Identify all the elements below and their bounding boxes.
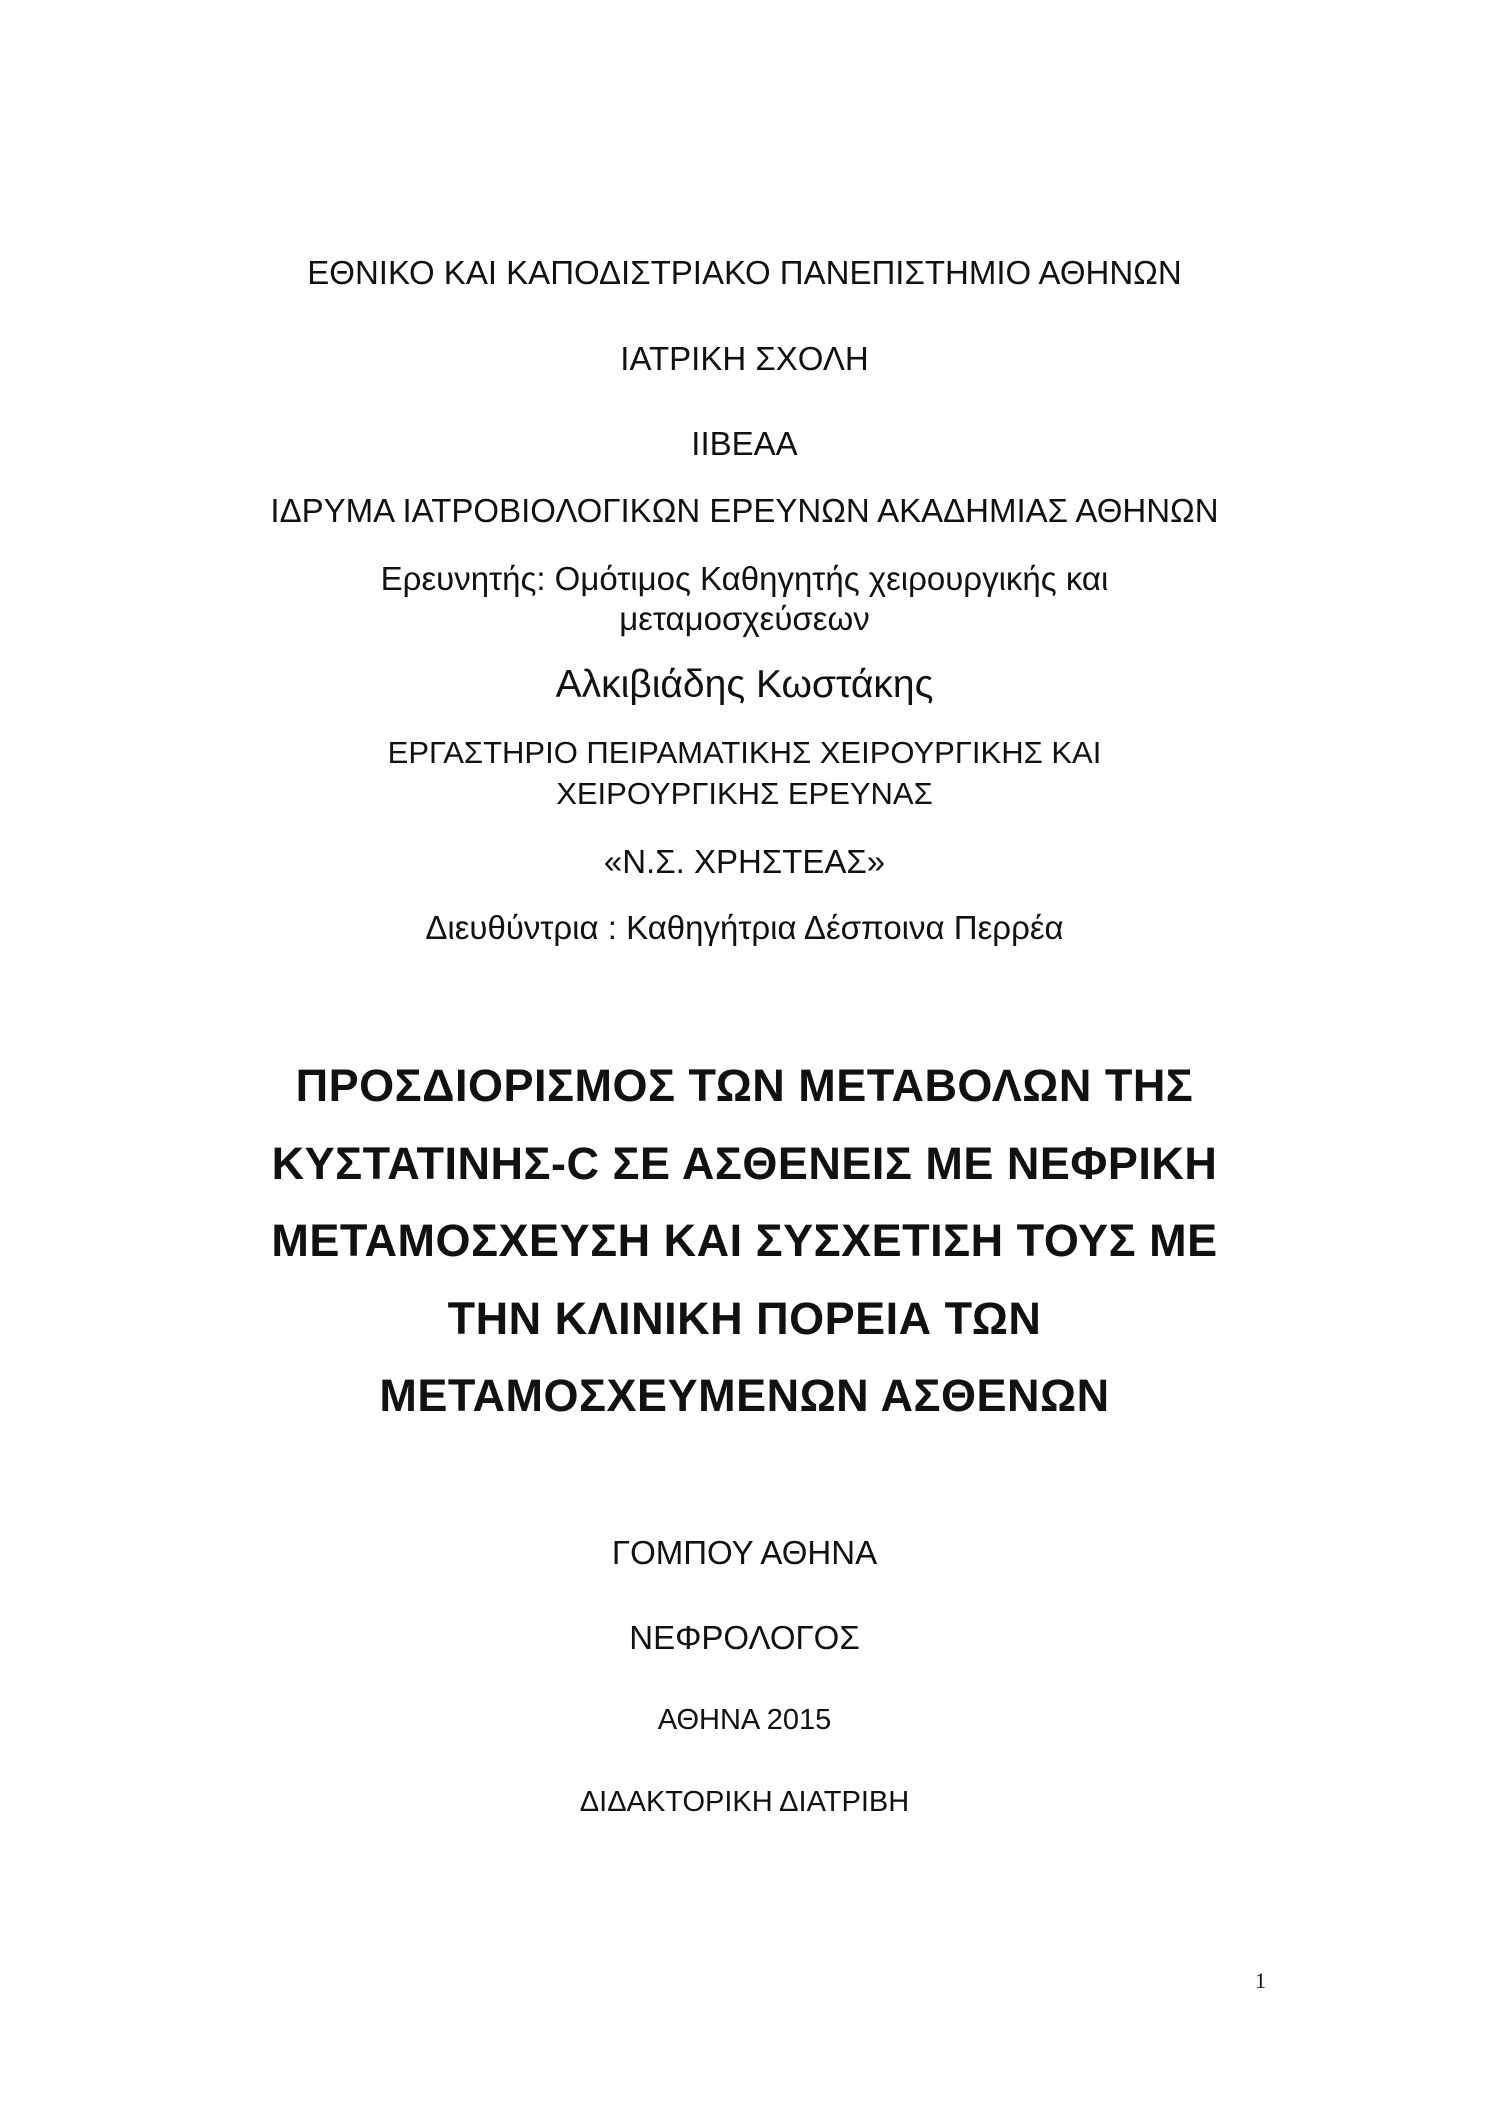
document-type: ΔΙΔΑΚΤΟΡΙΚΗ ΔΙΑΤΡΙΒΗ: [579, 1786, 910, 1818]
author-specialty: ΝΕΦΡΟΛΟΓΟΣ: [629, 1619, 860, 1656]
researcher-role-line-1: Ερευνητής: Ομότιμος Καθηγητής χειρουργικής και: [380, 560, 1109, 597]
laboratory-line-1: ΕΡΓΑΣΤΗΡΙΟ ΠΕΙΡΑΜΑΤΙΚΗΣ ΧΕΙΡΟΥΡΓΙΚΗΣ ΚΑΙ: [387, 735, 1102, 770]
thesis-title-line-5: ΜΕΤΑΜΟΣΧΕΥΜΕΝΩΝ ΑΣΘΕΝΩΝ: [379, 1370, 1110, 1421]
researcher-role-line-2: μεταμοσχεύσεων: [619, 600, 870, 637]
thesis-title-line-2: ΚΥΣΤΑΤΙΝΗΣ-C ΣΕ ΑΣΘΕΝΕΙΣ ΜΕ ΝΕΦΡΙΚΗ: [271, 1138, 1218, 1189]
researcher-name: Αλκιβιάδης Κωστάκης: [555, 663, 934, 706]
author-name: ΓΟΜΠΟΥ ΑΘΗΝΑ: [611, 1534, 878, 1571]
thesis-title-line-1: ΠΡΟΣΔΙΟΡΙΣΜΟΣ ΤΩΝ ΜΕΤΑΒΟΛΩΝ ΤΗΣ: [295, 1060, 1194, 1111]
page-number: 1: [1255, 1968, 1266, 1993]
school-name: ΙΑΤΡΙΚΗ ΣΧΟΛΗ: [620, 340, 869, 377]
laboratory-line-2: ΧΕΙΡΟΥΡΓΙΚΗΣ ΕΡΕΥΝΑΣ: [556, 776, 933, 811]
thesis-title-line-3: ΜΕΤΑΜΟΣΧΕΥΣΗ ΚΑΙ ΣΥΣΧΕΤΙΣΗ ΤΟΥΣ ΜΕ: [271, 1215, 1218, 1266]
institute-abbreviation: IIBEAA: [691, 425, 798, 462]
director: Διευθύντρια : Καθηγήτρια Δέσποινα Περρέα: [425, 909, 1064, 946]
thesis-title-line-4: ΤΗΝ ΚΛΙΝΙΚΗ ΠΟΡΕΙΑ ΤΩΝ: [447, 1293, 1042, 1344]
university-name: ΕΘΝΙΚΟ ΚΑΙ ΚΑΠΟΔΙΣΤΡΙΑΚΟ ΠΑΝΕΠΙΣΤΗΜΙΟ ΑΘΗΝΩΝ: [307, 254, 1182, 291]
place-and-year: ΑΘΗΝΑ 2015: [657, 1704, 832, 1736]
laboratory-name: «Ν.Σ. ΧΡΗΣΤΕΑΣ»: [603, 843, 886, 880]
institute-full-name: ΙΔΡΥΜΑ ΙΑΤΡΟΒΙΟΛΟΓΙΚΩΝ ΕΡΕΥΝΩΝ ΑΚΑΔΗΜΙΑΣ ΑΘΗΝΩΝ: [270, 492, 1219, 529]
